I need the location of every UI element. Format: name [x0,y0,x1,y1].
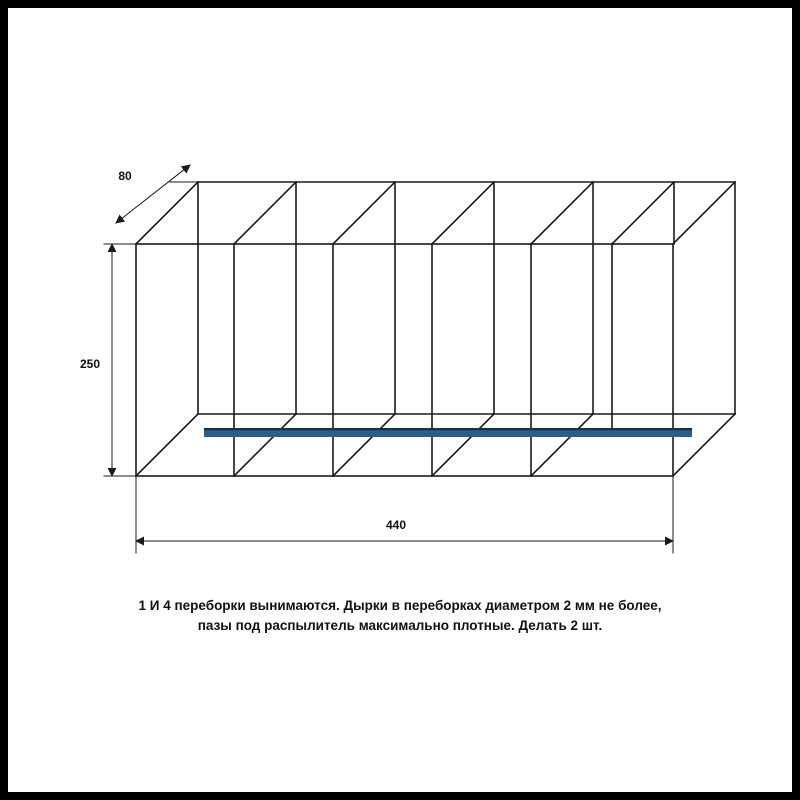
partition-1-bottom-edge [234,414,296,476]
technical-drawing [8,8,792,792]
airstone-bar-highlight [204,428,692,430]
caption-line-2: пазы под распылитель максимально плотные. Делать 2 шт. [197,617,603,633]
dimension-label-height: 250 [79,357,101,371]
partition-2-bottom-edge [333,414,395,476]
partition-4-top-edge [531,182,593,244]
partition-3-top-edge [432,182,494,244]
drawing-caption [8,596,792,635]
partition-2-top-edge [333,182,395,244]
box-depth-edge-top-right [673,182,735,244]
box-depth-edge-bottom-right [673,414,735,476]
box-depth-edge-bottom-left [136,414,198,476]
partition-4-bottom-edge [531,414,593,476]
dimension-label-length: 440 [385,518,407,532]
drawing-canvas [8,8,792,792]
partition-5-top-edge [612,182,674,244]
dimension-label-depth: 80 [118,169,132,183]
box-depth-edge-top-left [136,182,198,244]
partition-3-bottom-edge [432,414,494,476]
partition-1-top-edge [234,182,296,244]
caption-line-1: 1 И 4 переборки вынимаются. Дырки в переборках диаметром 2 мм не более, [138,598,662,613]
